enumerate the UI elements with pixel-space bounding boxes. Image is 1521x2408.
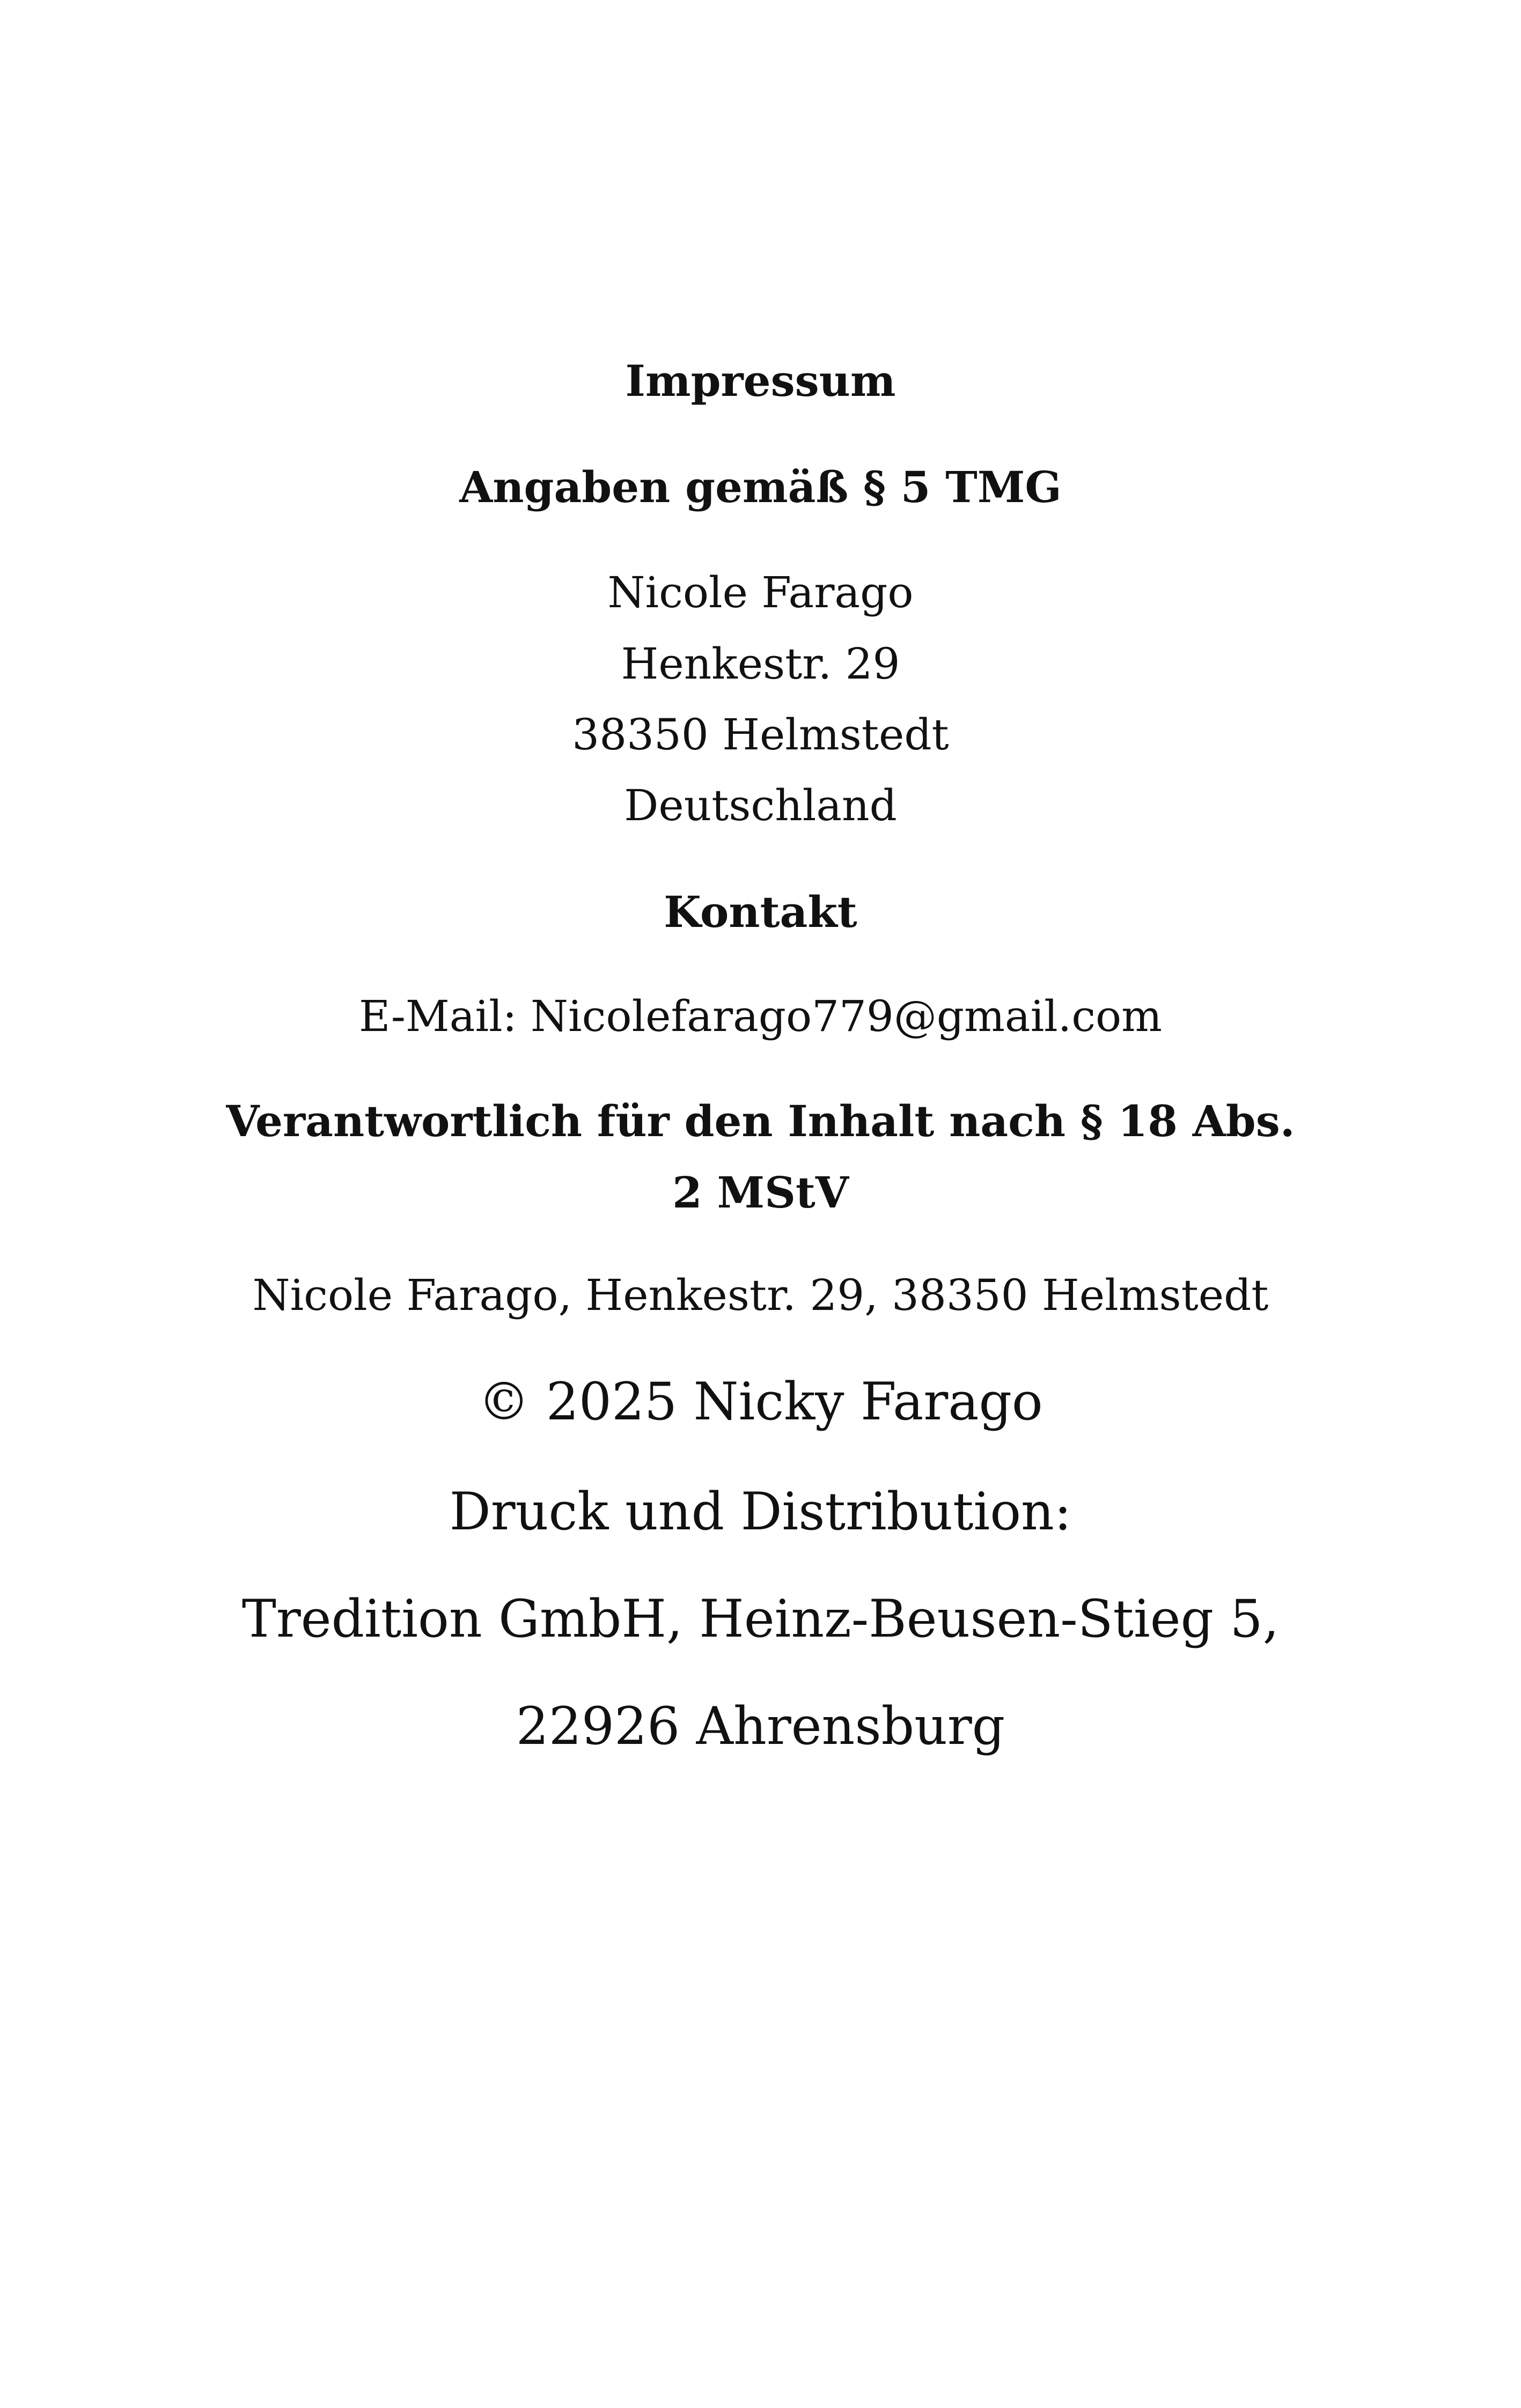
email-line: E-Mail: Nicolefarago779@gmail.com [358, 991, 1163, 1041]
address-name: Nicole Farago [607, 568, 914, 617]
address-city: 38350 Helmstedt [572, 710, 949, 760]
responsible-heading-line2: 2 MStV [672, 1167, 849, 1218]
distribution-city: 22926 Ahrensburg [516, 1696, 1005, 1756]
copyright-line: © 2025 Nicky Farago [478, 1372, 1043, 1432]
tmg-heading: Angaben gemäß § 5 TMG [459, 462, 1062, 512]
address-street: Henkestr. 29 [621, 639, 900, 689]
distribution-company: Tredition GmbH, Heinz-Beusen-Stieg 5, [241, 1589, 1280, 1649]
distribution-heading: Druck und Distribution: [449, 1482, 1072, 1542]
responsible-heading-line1: Verantwortlich für den Inhalt nach § 18 Abs. [226, 1096, 1295, 1146]
address-country: Deutschland [624, 780, 897, 830]
contact-heading: Kontakt [664, 887, 857, 937]
page-title: Impressum [625, 356, 896, 406]
responsible-line: Nicole Farago, Henkestr. 29, 38350 Helmstedt [252, 1270, 1269, 1320]
